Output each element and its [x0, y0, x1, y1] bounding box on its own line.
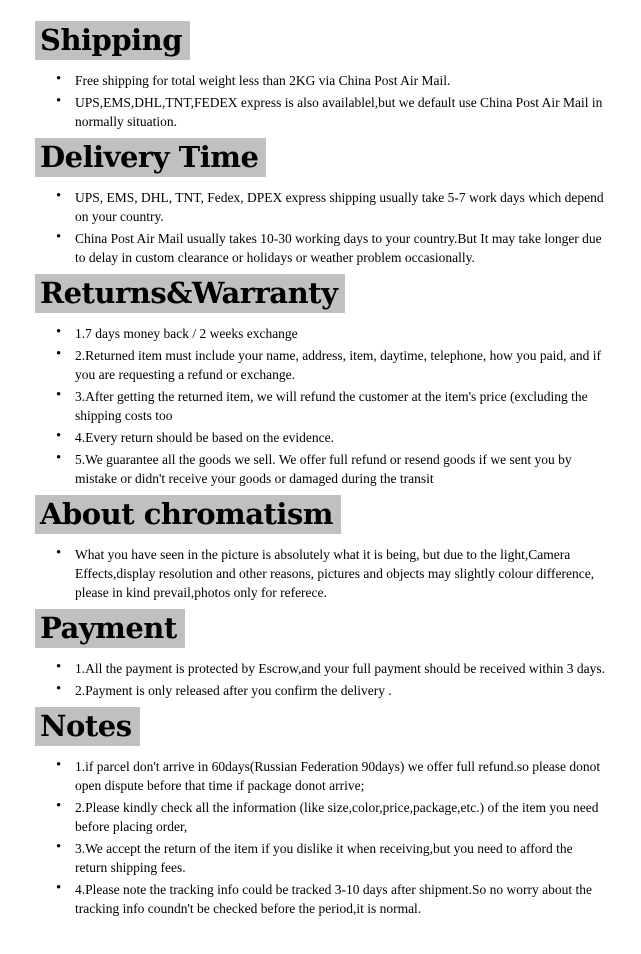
- bullet-item: • 4.Every return should be based on the evidence.: [75, 428, 608, 447]
- bullet-item: • 1.7 days money back / 2 weeks exchange: [75, 324, 608, 343]
- bullet-item: • What you have seen in the picture is absolutely what it is being, but due to the light,Camera Effects,display resolution and other reasons, pictures and objects may slightly colour difference, please in kind prevail,photos only for referece.: [75, 545, 608, 602]
- bullet-list: [35, 71, 613, 131]
- bullet-list: [35, 757, 613, 918]
- section-heading: [35, 20, 613, 63]
- bullet-item: • China Post Air Mail usually takes 10-30 working days to your country.But It may take longer due to delay in custom clearance or holidays or weather problem occasionally.: [75, 229, 608, 267]
- bullet-list: [35, 545, 613, 602]
- section-heading: [35, 137, 613, 180]
- document-section: [35, 273, 613, 488]
- section-heading-text: Returns&Warranty: [35, 274, 345, 313]
- bullet-item: • 2.Returned item must include your name, address, item, daytime, telephone, how you paid, and if you are requesting a refund or exchange.: [75, 346, 608, 384]
- document-section: [35, 494, 613, 602]
- section-heading: [35, 608, 613, 651]
- bullet-list: [35, 659, 613, 700]
- bullet-item: • 2.Payment is only released after you confirm the delivery .: [75, 681, 608, 700]
- section-heading: [35, 494, 613, 537]
- bullet-item: • 1.All the payment is protected by Escrow,and your full payment should be received within 3 days.: [75, 659, 608, 678]
- bullet-item: • UPS,EMS,DHL,TNT,FEDEX express is also availablel,but we default use China Post Air Mail in normally situation.: [75, 93, 608, 131]
- section-heading-text: Delivery Time: [35, 138, 266, 177]
- document-section: [35, 706, 613, 918]
- document-section: [35, 20, 613, 131]
- bullet-item: • 3.After getting the returned item, we will refund the customer at the item's price (excluding the shipping costs too: [75, 387, 608, 425]
- bullet-list: [35, 324, 613, 488]
- bullet-item: • Free shipping for total weight less than 2KG via China Post Air Mail.: [75, 71, 608, 90]
- bullet-item: • 2.Please kindly check all the information (like size,color,price,package,etc.) of the item you need before placing order,: [75, 798, 608, 836]
- section-heading-text: Shipping: [35, 21, 190, 60]
- document-section: [35, 137, 613, 267]
- section-heading: [35, 706, 613, 749]
- bullet-item: • 5.We guarantee all the goods we sell. We offer full refund or resend goods if we sent you by mistake or didn't receive your goods or damaged during the transit: [75, 450, 608, 488]
- section-heading-text: Payment: [35, 609, 185, 648]
- document-section: [35, 608, 613, 700]
- section-heading-text: About chromatism: [35, 495, 341, 534]
- bullet-item: • UPS, EMS, DHL, TNT, Fedex, DPEX express shipping usually take 5-7 work days which depend on your country.: [75, 188, 608, 226]
- section-heading-text: Notes: [35, 707, 140, 746]
- bullet-list: [35, 188, 613, 267]
- section-heading: [35, 273, 613, 316]
- bullet-item: • 4.Please note the tracking info could be tracked 3-10 days after shipment.So no worry about the tracking info coundn't be checked before the period,it is normal.: [75, 880, 608, 918]
- bullet-item: • 1.if parcel don't arrive in 60days(Russian Federation 90days) we offer full refund.so please donot open dispute before that time if package donot arrive;: [75, 757, 608, 795]
- bullet-item: • 3.We accept the return of the item if you dislike it when receiving,but you need to afford the return shipping fees.: [75, 839, 608, 877]
